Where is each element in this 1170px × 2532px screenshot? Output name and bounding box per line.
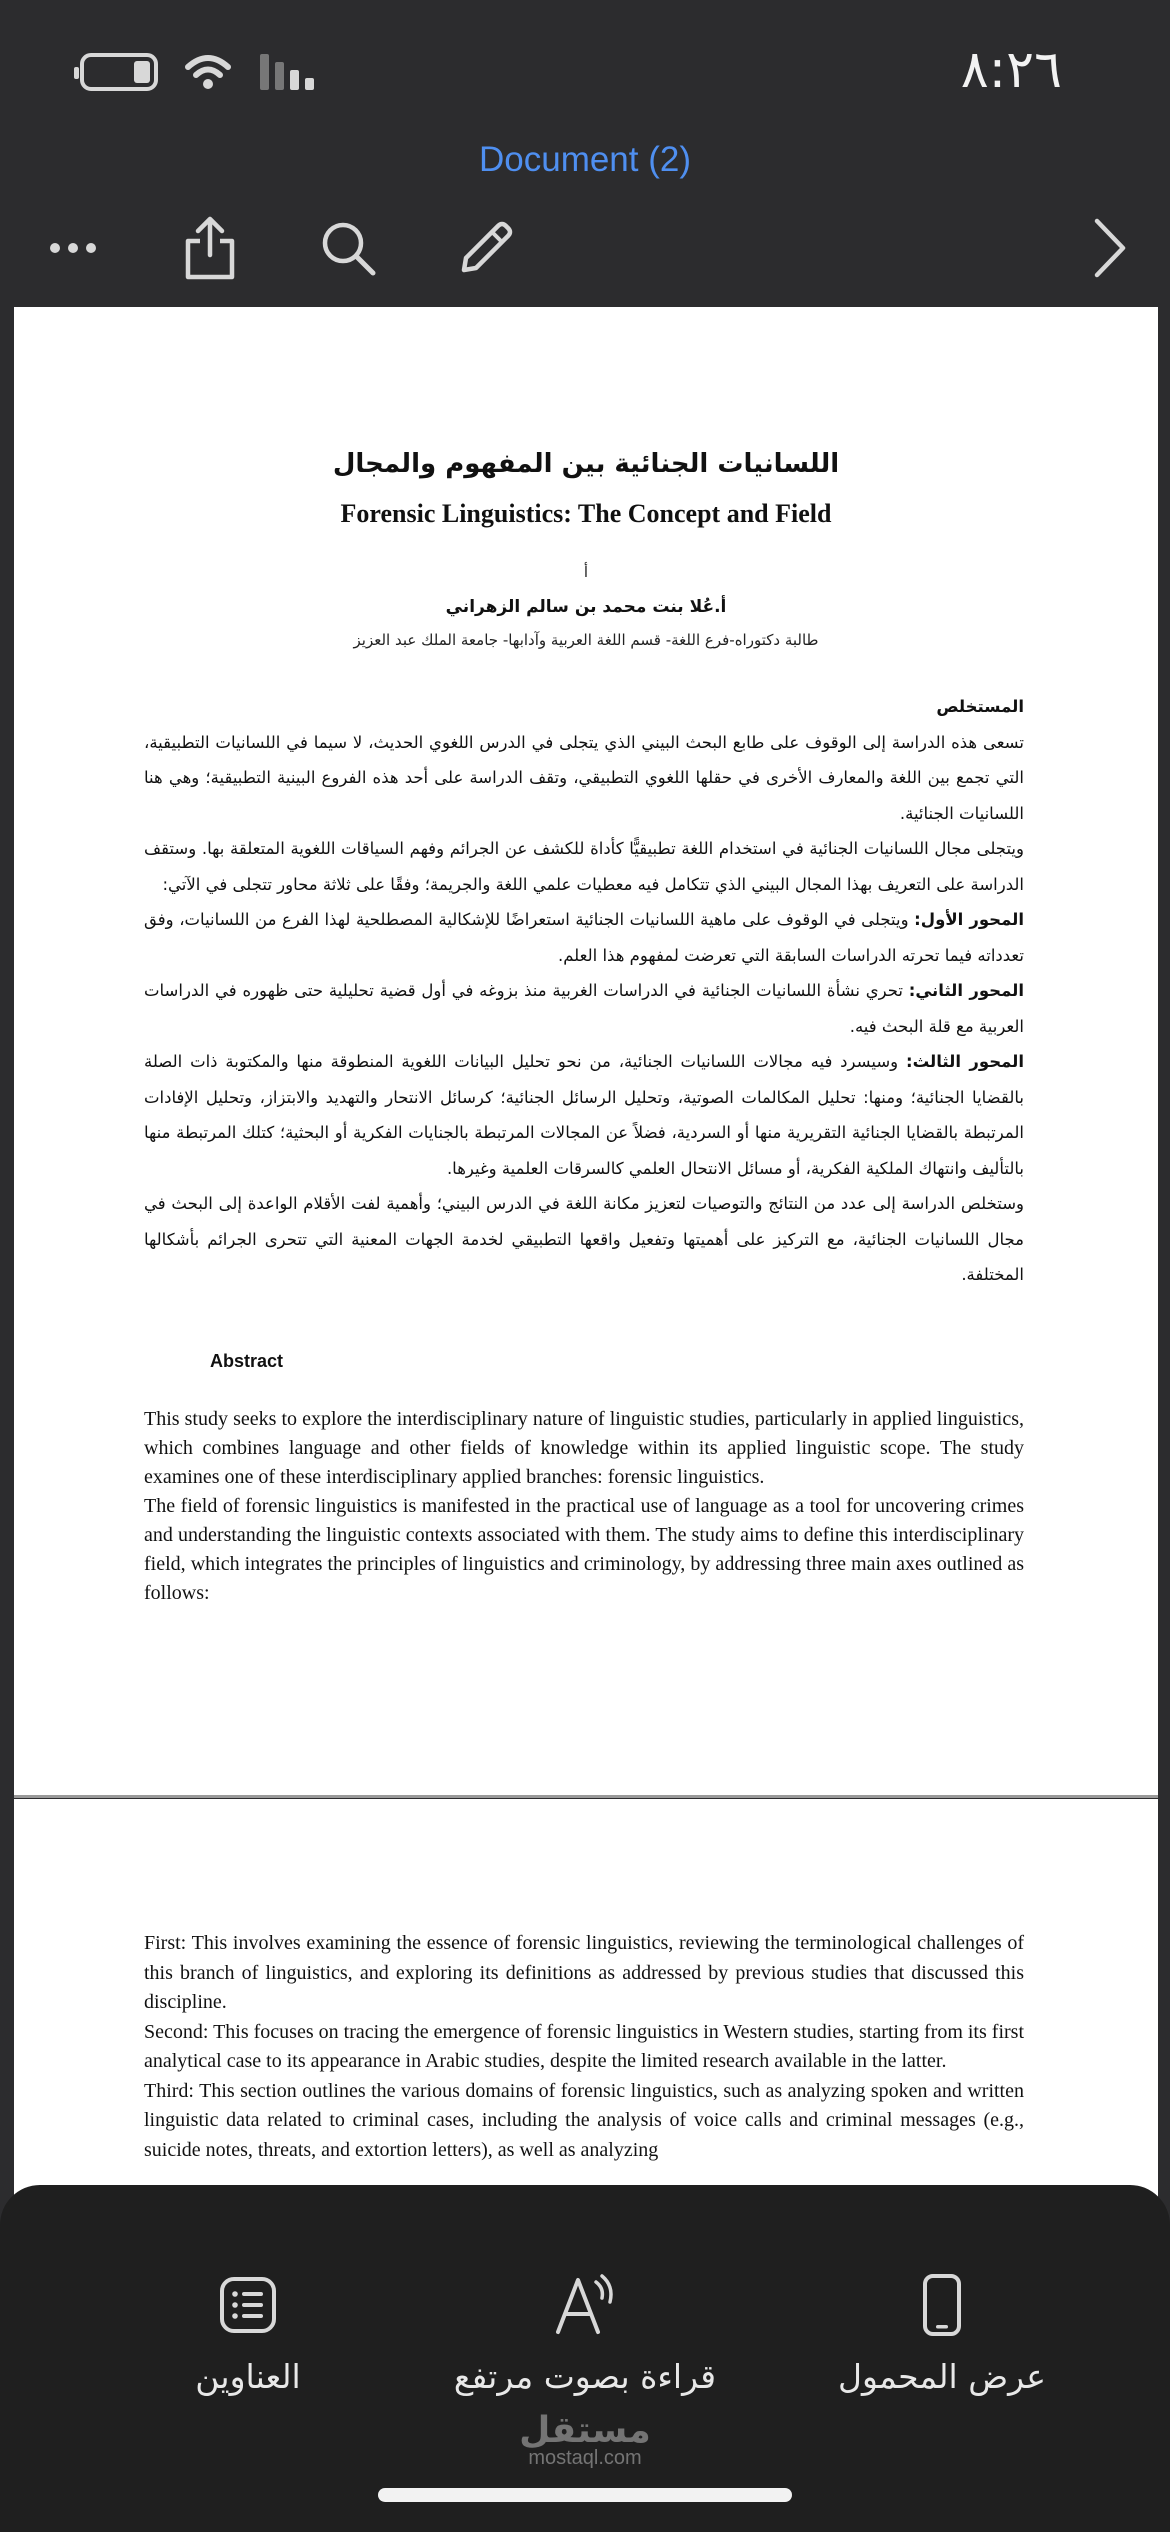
- watermark-url: mostaql.com: [528, 2447, 642, 2469]
- share-button[interactable]: [172, 210, 248, 286]
- english-abstract: [144, 1405, 1024, 1608]
- next-button[interactable]: [1072, 210, 1148, 286]
- footnote-marker: أ: [583, 563, 589, 581]
- axis-3-label: المحور الثالث:: [905, 1052, 1024, 1071]
- pencil-icon: [456, 218, 516, 278]
- axis-3: [144, 1044, 1024, 1186]
- summary-paragraph-1: تسعى هذه الدراسة إلى الوقوف على طابع البحث البيني الذي يتجلى في الدرس اللغوي الحديث، لا سيما في اللسانيات التطبيقية، التي تجمع بين اللغة والمعارف الأخرى في حقلها اللغوي التطبيقي، وتقف الدراسة على أحد هذه الفروع البينية التطبيقية؛ وهي هنا اللسانيات الجنائية.: [144, 732, 1024, 823]
- paper-title-arabic: اللسانيات الجنائية بين المفهوم والمجال: [332, 449, 840, 479]
- axis-3-text: وسيسرد فيه مجالات اللسانيات الجنائية، من نحو تحليل البيانات اللغوية المنطوقة منها والمكتوبة ذات الصلة بالقضايا الجنائية؛ ومنها: تحليل المكالمات الصوتية، وتحليل الرسائل الجنائية؛ كرسائل الانتحار والتهديد والابتزاز، وتحليل الإفادات المرتبطة بالقضايا الجنائية التقريرية منها أو السردية، فضلاً عن المجالات المرتبطة بالجنايات الفكرية أو البحثية؛ كتلك المرتبطة منها بالتأليف وانتهاك الملكية الفكرية، أو مسائل الانتحال العلمي كالسرقات العلمية وغيرها.: [144, 1052, 1024, 1178]
- headings-label: العناوين: [195, 2357, 301, 2396]
- axis-2: [144, 973, 1024, 1044]
- abstract-paragraph-2: The field of forensic linguistics is manifested in the practical use of language as a tool for uncovering crimes and understanding the linguistic contexts associated with them. The study aims to define this interdisciplinary field, which integrates the principles of linguistics and criminology, by addressing three main axes outlined as follows:: [144, 1495, 1024, 1604]
- battery-icon: [80, 53, 158, 91]
- markup-button[interactable]: [448, 210, 524, 286]
- phone-icon: [904, 2267, 980, 2343]
- status-icons: [80, 52, 320, 92]
- paper-title-english: Forensic Linguistics: The Concept and Field: [340, 499, 832, 528]
- home-indicator[interactable]: [378, 2488, 792, 2502]
- more-button[interactable]: [35, 210, 111, 286]
- axis-second: Second: This focuses on tracing the emergence of forensic linguistics in Western studies, starting from its first analytical case to its appearance in Arabic studies, despite the limited research available in the latter.: [144, 2020, 1024, 2072]
- abstract-heading: Abstract: [210, 1351, 284, 1371]
- list-icon: [210, 2267, 286, 2343]
- document-page-2[interactable]: [14, 1799, 1158, 2212]
- document-page-1[interactable]: [14, 307, 1158, 1795]
- read-aloud-button[interactable]: [395, 2267, 775, 2399]
- axis-1: [144, 902, 1024, 973]
- signal-icon: [258, 52, 320, 92]
- watermark-main: مستقل: [519, 2410, 651, 2451]
- headings-button[interactable]: [58, 2267, 438, 2399]
- status-bar: [0, 0, 1170, 130]
- page-divider: [14, 1795, 1158, 1798]
- axis-third: Third: This section outlines the various domains of forensic linguistics, such as analyzing spoken and written linguistic data related to criminal cases, including the analysis of voice calls and criminal messages (e.g., suicide notes, threats, and extortion letters), as well as analyzing: [144, 2079, 1024, 2161]
- arabic-summary: [144, 689, 1024, 1293]
- share-icon: [180, 215, 240, 281]
- axis-first: First: This involves examining the essence of forensic linguistics, reviewing the terminological challenges of this branch of linguistics, and exploring its definitions as addressed by previous studies that discussed this discipline.: [144, 1932, 1024, 2013]
- read-aloud-label: قراءة بصوت مرتفع: [453, 2357, 717, 2396]
- mobile-view-label: عرض المحمول: [838, 2357, 1046, 2396]
- status-time: ٨:٢٦: [960, 40, 1062, 100]
- abstract-axes: [144, 1929, 1024, 2165]
- document-viewer[interactable]: [0, 307, 1170, 2212]
- axis-1-text: ويتجلى في الوقوف على ماهية اللسانيات الجنائية استعراضًا للإشكالية المصطلحية لهذا الفرع من اللسانيات، وفق تعدداته فيما تحرته الدراسات السابقة التي تعرضت لمفهوم هذا العلم.: [144, 910, 1024, 965]
- chevron-right-icon: [1093, 217, 1127, 279]
- axis-2-label: المحور الثاني:: [908, 981, 1024, 1000]
- read-aloud-icon: [547, 2267, 623, 2343]
- toolbar: [0, 200, 1170, 296]
- bottom-action-sheet: [0, 2185, 1170, 2532]
- axis-2-text: تحري نشأة اللسانيات الجنائية في الدراسات الغربية منذ بزوغه في أول قضية تحليلية حتى ظهوره في الدراسات العربية مع قلة البحث فيه.: [144, 981, 1024, 1036]
- watermark-logo: [0, 2410, 1170, 2470]
- mobile-view-button[interactable]: [752, 2267, 1132, 2399]
- document-title[interactable]: Document (2): [478, 140, 692, 179]
- author-name: أ.عُلا بنت محمد بن سالم الزهراني: [445, 597, 727, 617]
- axis-1-label: المحور الأول:: [914, 910, 1024, 929]
- summary-paragraph-2: ويتجلى مجال اللسانيات الجنائية في استخدام اللغة تطبيقيًّا كأداة للكشف عن الجرائم وفهم السياقات اللغوية المتعلقة بها. وستقف الدراسة على التعريف بهذا المجال البيني الذي تتكامل فيه معطيات علمي اللغة والجريمة؛ وفقًا على ثلاثة محاور تتجلى في الآتي:: [144, 839, 1024, 894]
- summary-conclusion: وستخلص الدراسة إلى عدد من النتائج والتوصيات لتعزيز مكانة اللغة في الدرس البيني؛ وأهمية لفت الأقلام الواعدة إلى البحث في مجال اللسانيات الجنائية، مع التركيز على أهميتها وتفعيل واقعها التطبيقي لخدمة الجهات المعنية التي تتحرى الجرائم بأشكالها المختلفة.: [144, 1194, 1024, 1284]
- abstract-paragraph-1: This study seeks to explore the interdisciplinary nature of linguistic studies, particularly in applied linguistics, which combines language and other fields of knowledge within its applied linguistic scope. The study examines one of these interdisciplinary applied branches: forensic linguistics.: [144, 1408, 1024, 1488]
- search-button[interactable]: [310, 210, 386, 286]
- search-icon: [319, 219, 377, 277]
- author-affiliation: طالبة دكتوراه-فرع اللغة- قسم اللغة العربية وآدابها- جامعة الملك عبد العزيز: [353, 631, 819, 649]
- ellipsis-icon: [48, 241, 98, 255]
- wifi-icon: [184, 53, 232, 91]
- summary-heading: المستخلص: [936, 697, 1024, 716]
